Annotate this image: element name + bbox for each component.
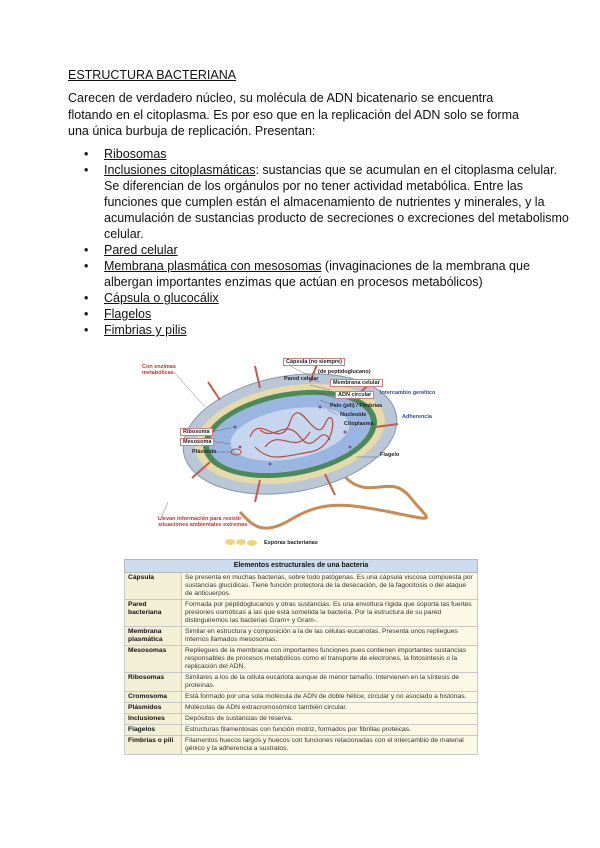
row-desc: Moléculas de ADN extracromosómico también circular.	[182, 703, 478, 714]
list-item	[84, 290, 572, 306]
item-term: Inclusiones citoplasmáticas	[104, 163, 256, 177]
table-row	[125, 725, 478, 736]
item-term: Fimbrias y pilis	[104, 323, 187, 337]
row-name: Inclusiones	[125, 714, 182, 725]
row-desc: Estructuras filamentosas con función motriz, formados por fibrillas proteicas.	[182, 725, 478, 736]
item-term: Flagelos	[104, 307, 152, 321]
label-enzimas: Con enzimas metabólicas	[142, 364, 176, 376]
bullet: •	[84, 307, 89, 321]
table-row	[125, 600, 478, 627]
list-item	[84, 322, 572, 338]
row-desc: Similares a los de la célula eucariota aunque de menor tamaño. Intervienen en la síntesis de proteínas.	[182, 673, 478, 692]
label-nucleoide: Nucleoide	[340, 412, 367, 418]
row-desc: Formada por péptidoglucanos y otras sustancias. Es una envoltura rígida que soporta las fuertes presiones osmóticas a las que está sometida la bacteria. Por la estructura de su pared distinguiremos las bacterias Gram+ y Gram-.	[182, 600, 478, 627]
item-term: Membrana plasmática con mesosomas	[104, 259, 322, 273]
bullet: •	[84, 147, 89, 161]
row-name: Pared bacteriana	[125, 600, 182, 627]
label-llevan: Llevan información para resistir situaciones ambientales extremas	[158, 516, 248, 528]
label-peptido: (de peptidoglucano)	[318, 369, 371, 375]
table-row	[125, 627, 478, 646]
row-desc: Depósitos de sustancias de reserva.	[182, 714, 478, 725]
bacteria-figure	[140, 352, 470, 552]
label-intercambio: Intercambio genético	[380, 390, 436, 396]
table-row	[125, 573, 478, 600]
list-item	[84, 146, 572, 162]
label-citoplasma: Citoplasma	[344, 421, 374, 427]
item-term: Cápsula o glucocálix	[104, 291, 219, 305]
list-item	[84, 306, 572, 322]
spores	[225, 539, 257, 546]
label-mesosoma: Mesosoma	[180, 438, 214, 446]
row-name: Ribosomas	[125, 673, 182, 692]
row-name: Mesosomas	[125, 646, 182, 673]
table-row	[125, 736, 478, 755]
label-adherencia: Adherencia	[402, 414, 432, 420]
label-esporas: Esporas bacterianas	[264, 540, 318, 546]
row-name: Flagelos	[125, 725, 182, 736]
label-ribosoma: Ribosoma	[180, 428, 213, 436]
label-plasmido: Plásmido	[192, 449, 217, 455]
document-title: ESTRUCTURA BACTERIANA	[68, 68, 237, 82]
bullet: •	[84, 163, 89, 177]
row-desc: Está formado por una sola molécula de ADN de doble hélice, circular y no asociado a histonas.	[182, 692, 478, 703]
row-name: Membrana plasmática	[125, 627, 182, 646]
intro-paragraph: Carecen de verdadero núcleo, su molécula de ADN bicatenario se encuentra flotando en el citoplasma. Es por eso que en la replicación del ADN solo se forma una única burbuja de replicación. Presentan:	[68, 91, 519, 138]
table-row	[125, 703, 478, 714]
bullet: •	[84, 291, 89, 305]
row-name: Cromosoma	[125, 692, 182, 703]
label-capsula: Cápsula (no siempre)	[283, 358, 345, 366]
label-pelo: Pelo (pili) / Fimbrias	[330, 403, 383, 409]
row-desc: Se presenta en muchas bacterias, sobre todo patógenas. Es una cápsula viscosa compuesta por sustancias glucídicas. Tiene función protectora de la desecación, de la fagocitosis o del ataque de anticuerpos.	[182, 573, 478, 600]
row-desc: Filamentos huecos largos y huecos con funciones relacionadas con el intercambio de material génico y la adherencia a sustratos.	[182, 736, 478, 755]
elements-table	[124, 559, 478, 755]
table-row	[125, 673, 478, 692]
item-term: Pared celular	[104, 243, 178, 257]
list-item: • Membrana plasmática con mesosomas (invaginaciones de la membrana que albergan importantes enzimas que actúan en procesos metabólicos)	[84, 259, 530, 289]
bullet: •	[84, 323, 89, 337]
row-desc: Repliegues de la membrana con importantes funciones pues contienen importantes sustancias responsables de procesos metabólicos como el transporte de electrones, la fotosíntesis o la replicación del ADN.	[182, 646, 478, 673]
table-row	[125, 646, 478, 673]
list-item	[84, 242, 572, 258]
row-name: Fimbrias o pili	[125, 736, 182, 755]
bullet: •	[84, 259, 89, 273]
table-row	[125, 714, 478, 725]
row-name: Cápsula	[125, 573, 182, 600]
list-item: • Inclusiones citoplasmáticas: sustancias que se acumulan en el citoplasma celular. Se diferencian de los orgánulos por no tener actividad metabólica. Entre las funciones que cumplen están el almacenamiento de nutrientes y minerales, y la acumulación de sustancias producto de secreciones o excreciones del metabolismo celular.	[84, 163, 569, 241]
label-flagelo: Flagelo	[380, 452, 400, 458]
bullet: •	[84, 243, 89, 257]
table-header: Elementos estructurales de una bacteria	[125, 560, 478, 573]
table-row	[125, 692, 478, 703]
item-term: Ribosomas	[104, 147, 167, 161]
label-membrana: Membrana celular	[330, 379, 383, 387]
row-desc: Similar en estructura y composición a la de las células eucariotas. Presenta unos repliegues internos llamados mesosomas.	[182, 627, 478, 646]
label-adn: ADN circular	[335, 391, 374, 399]
label-pared: Pared celular	[284, 376, 319, 382]
row-name: Plásmidos	[125, 703, 182, 714]
structure-list	[68, 146, 572, 338]
